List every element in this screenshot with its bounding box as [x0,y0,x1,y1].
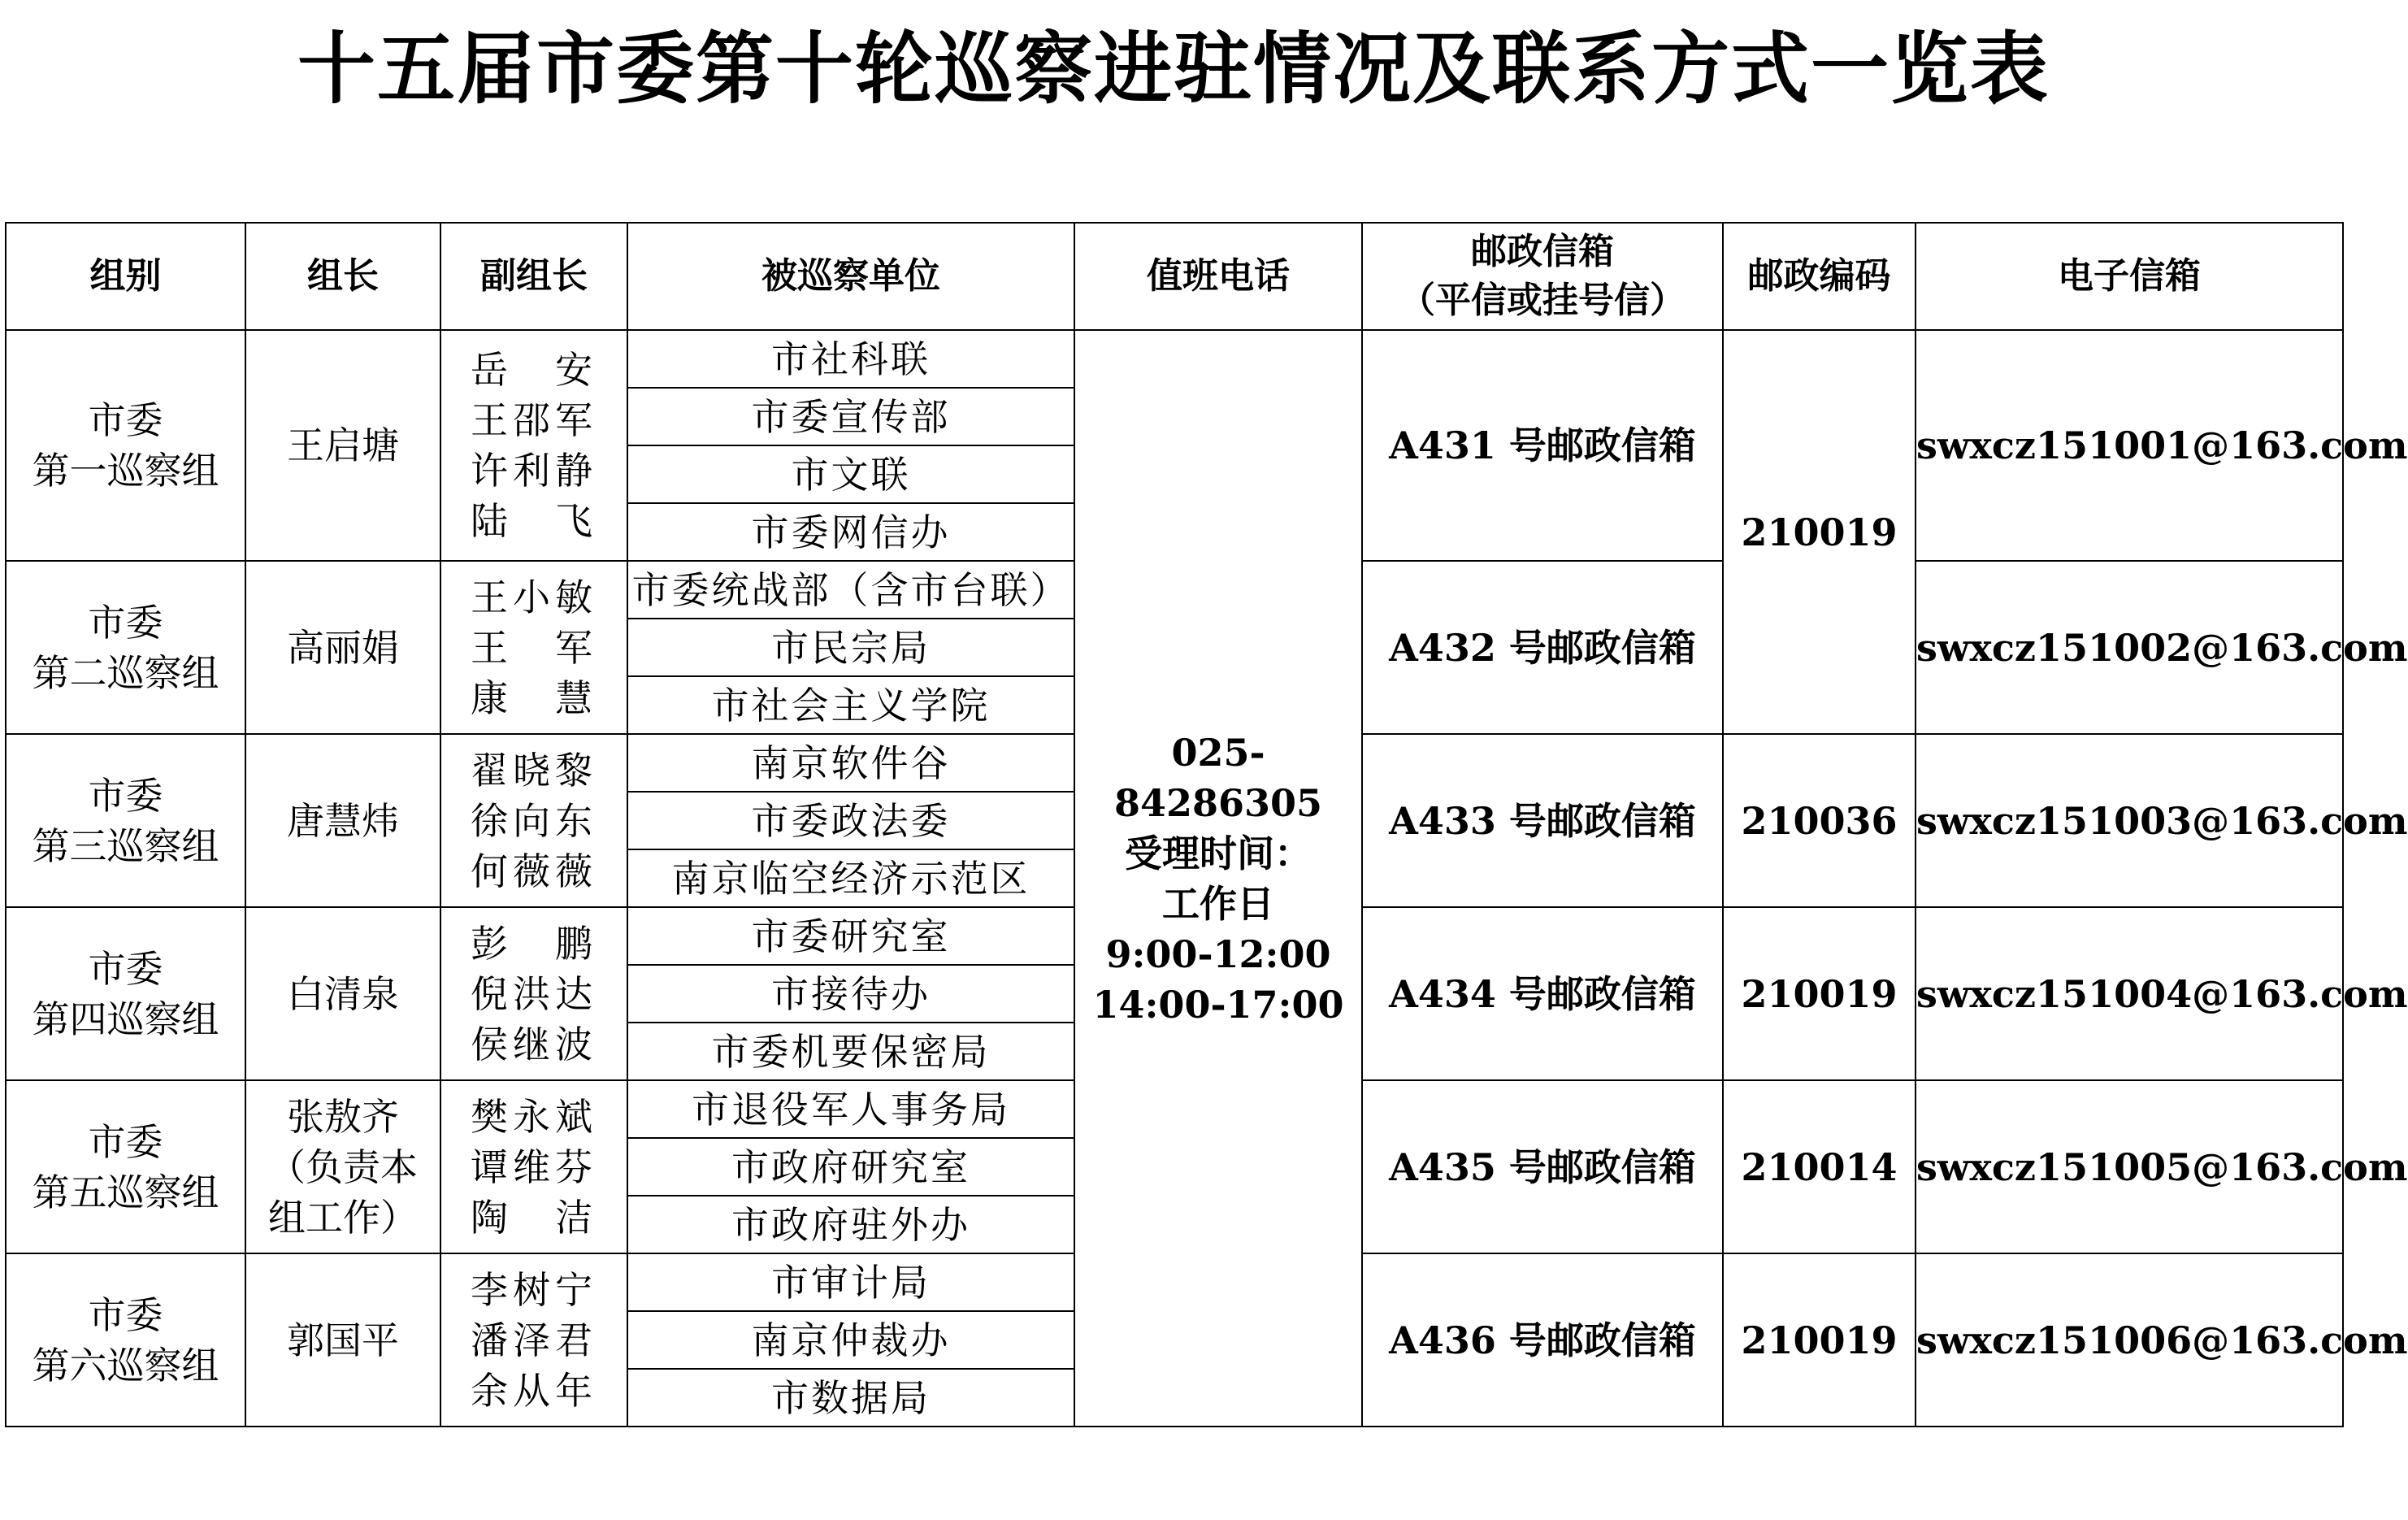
inspection-table [5,222,2408,1427]
postal-mailbox: A432 号邮政信箱 [1362,561,1723,734]
deputy-name: 王邵军 [471,398,597,442]
deputy-name: 潘泽君 [471,1318,597,1362]
group-leader: 唐慧炜 [245,734,440,907]
group-name-line2: 第一巡察组 [32,449,219,493]
email-address: swxcz151005@163.com [1916,1080,2343,1253]
deputy-name: 李树宁 [471,1267,597,1312]
postal-mailbox: A433 号邮政信箱 [1362,734,1723,907]
deputy-name: 王 军 [471,625,597,670]
group-name-line2: 第五巡察组 [32,1170,219,1214]
inspected-unit: 市退役军人事务局 [627,1080,1074,1138]
group-name-line1: 市委 [88,1292,163,1337]
group-name [6,1253,245,1427]
inspected-unit: 市社会主义学院 [627,676,1074,734]
group-name-line2: 第四巡察组 [32,997,219,1041]
group-deputies [440,330,627,561]
group-name-line1: 市委 [88,773,163,818]
deputy-name: 余从年 [471,1368,597,1413]
deputy-name: 陶 洁 [471,1195,597,1240]
inspected-unit: 市政府驻外办 [627,1196,1074,1253]
group-leader: 白清泉 [245,907,440,1080]
header-phone: 值班电话 [1074,223,1362,330]
inspected-unit: 市数据局 [627,1369,1074,1427]
inspected-unit: 市委统战部（含市台联） [627,561,1074,619]
header-postcode: 邮政编码 [1723,223,1916,330]
deputy-name: 倪洪达 [471,971,597,1016]
page-title: 十五届市委第十轮巡察进驻情况及联系方式一览表 [297,24,2050,115]
header-mailbox-line1: 邮政信箱 [1471,231,1614,272]
email-address: swxcz151002@163.com [1916,561,2343,734]
header-mailbox [1362,223,1723,330]
group-name-line1: 市委 [88,946,163,991]
duty-phone-cell [1074,330,1362,1427]
inspected-unit: 市民宗局 [627,619,1074,676]
duty-hours-days: 工作日 [1162,881,1274,926]
duty-hours-morning: 9:00-12:00 [1105,932,1331,976]
group-name [6,907,245,1080]
postal-mailbox: A434 号邮政信箱 [1362,907,1723,1080]
deputy-name: 康 慧 [471,675,597,720]
group-name [6,1080,245,1253]
group-leader-note: （负责本 [268,1144,418,1189]
group-name-line2: 第二巡察组 [32,650,219,695]
group-leader: 王启塘 [245,330,440,561]
deputy-name: 谭维芬 [471,1144,597,1189]
header-row [6,223,2343,330]
group-name [6,561,245,734]
group-deputies [440,907,627,1080]
deputy-name: 樊永斌 [471,1094,597,1139]
inspected-unit: 市委政法委 [627,792,1074,849]
email-address: swxcz151003@163.com [1916,734,2343,907]
group-name [6,734,245,907]
group-deputies [440,1253,627,1427]
group-deputies [440,1080,627,1253]
duty-hours-label: 受理时间： [1125,831,1312,875]
deputy-name: 何薇薇 [471,849,597,893]
header-email: 电子信箱 [1916,223,2343,330]
postal-code: 210014 [1723,1080,1916,1253]
deputy-name: 许利静 [471,449,597,493]
inspected-unit: 市社科联 [627,330,1074,388]
inspected-unit: 市委研究室 [627,907,1074,965]
postal-mailbox: A431 号邮政信箱 [1362,330,1723,561]
inspected-unit: 市委宣传部 [627,388,1074,445]
inspected-unit: 市审计局 [627,1253,1074,1311]
group-leader-cell [245,1080,440,1253]
group-name-line2: 第三巡察组 [32,823,219,868]
header-units: 被巡察单位 [627,223,1074,330]
email-address: swxcz151001@163.com [1916,330,2343,561]
deputy-name: 岳 安 [471,348,597,392]
header-group: 组别 [6,223,245,330]
inspected-unit: 市接待办 [627,965,1074,1023]
inspected-unit: 南京软件谷 [627,734,1074,792]
group-name-line1: 市委 [88,600,163,645]
duty-phone: 025-84286305 [1113,730,1323,825]
group-name-line2: 第六巡察组 [32,1343,219,1388]
group-leader: 郭国平 [245,1253,440,1427]
postal-code: 210036 [1723,734,1916,907]
header-deputy: 副组长 [440,223,627,330]
inspected-unit: 市政府研究室 [627,1138,1074,1196]
postal-code: 210019 [1723,907,1916,1080]
header-leader: 组长 [245,223,440,330]
deputy-name: 陆 飞 [471,499,597,543]
inspected-unit: 市委机要保密局 [627,1023,1074,1080]
postal-code: 210019 [1723,330,1916,734]
header-mailbox-line2: （平信或挂号信） [1399,280,1686,321]
group-leader: 张敖齐 [287,1094,399,1139]
duty-hours-afternoon: 14:00-17:00 [1092,982,1344,1027]
postal-mailbox: A436 号邮政信箱 [1362,1253,1723,1427]
group-name [6,330,245,561]
inspected-unit: 南京临空经济示范区 [627,849,1074,907]
postal-code: 210019 [1723,1253,1916,1427]
deputy-name: 徐向东 [471,798,597,843]
postal-mailbox: A435 号邮政信箱 [1362,1080,1723,1253]
inspected-unit: 市文联 [627,445,1074,503]
group-name-line1: 市委 [88,1119,163,1164]
email-address: swxcz151004@163.com [1916,907,2343,1080]
inspected-unit: 市委网信办 [627,503,1074,561]
inspected-unit: 南京仲裁办 [627,1311,1074,1369]
deputy-name: 王小敏 [471,575,597,619]
deputy-name: 翟晓黎 [471,748,597,793]
group-leader: 高丽娟 [245,561,440,734]
email-address: swxcz151006@163.com [1916,1253,2343,1427]
table-row [6,330,2343,388]
group-deputies [440,561,627,734]
group-deputies [440,734,627,907]
group-name-line1: 市委 [88,398,163,442]
group-leader-note: 组工作） [268,1195,418,1240]
deputy-name: 彭 鹏 [471,921,597,966]
deputy-name: 侯继波 [471,1022,597,1066]
